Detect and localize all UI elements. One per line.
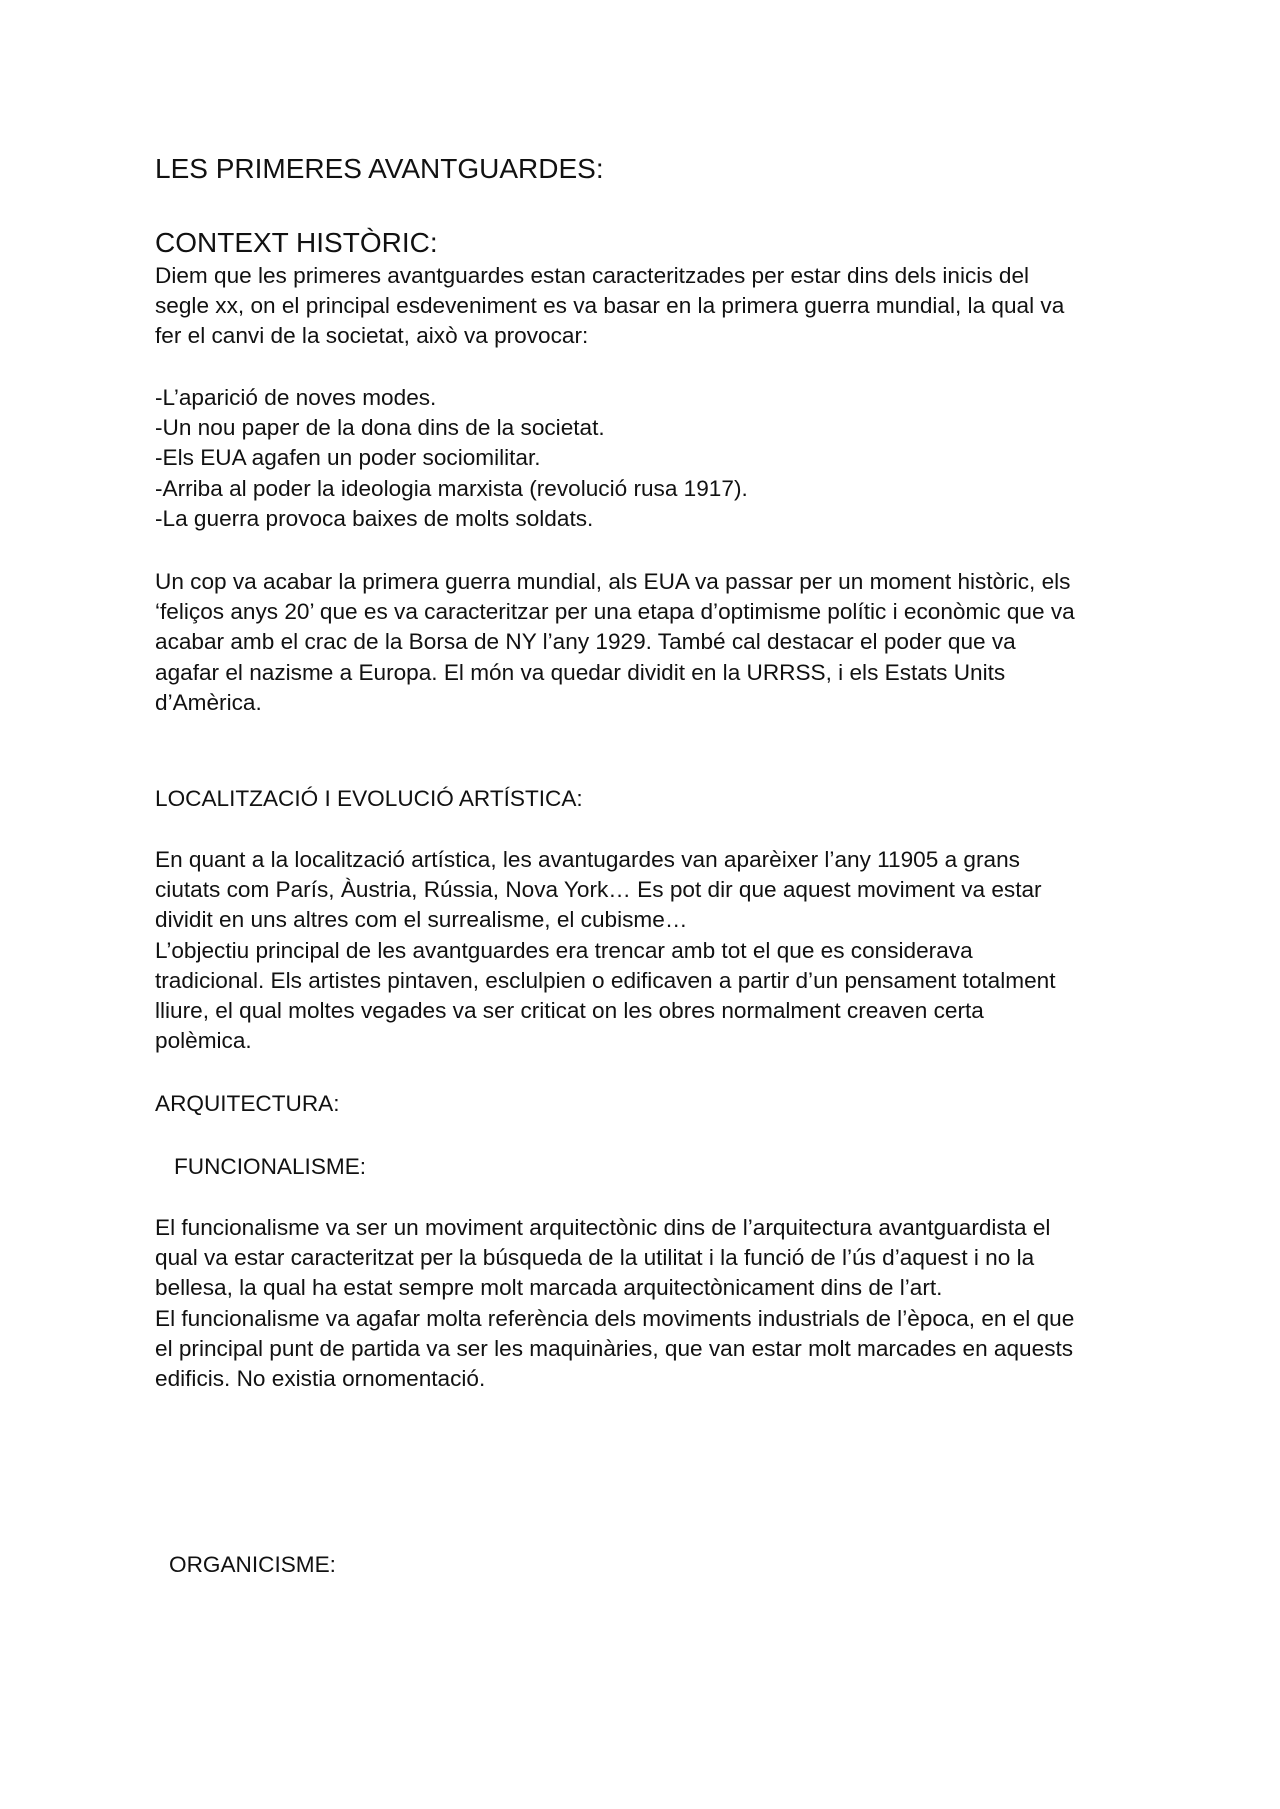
text-line: agafar el nazisme a Europa. El món va quedar dividit en la URRSS, i els Estats Units (155, 659, 1006, 685)
text-line: el principal punt de partida va ser les maquinàries, que van estar molt marcades en aquests (155, 1335, 1074, 1361)
funcionalisme-paragraph (155, 1213, 1130, 1394)
text-line: lliure, el qual moltes vegades va ser criticat on les obres normalment creaven certa (155, 998, 984, 1024)
context-heading: CONTEXT HISTÒRIC: (155, 227, 438, 258)
text-line: ‘feliços anys 20’ que es va caracteritzar per una etapa d’optimisme polític i econòmic que va (155, 599, 1075, 625)
text-line: segle xx, on el principal esdeveniment es va basar en la primera guerra mundial, la qual va (155, 293, 1065, 319)
list-item: -La guerra provoca baixes de molts soldats. (155, 505, 594, 531)
text-line: edificis. No existia ornomentació. (155, 1366, 486, 1392)
text-line: polèmica. (155, 1028, 252, 1054)
funcionalisme-heading: FUNCIONALISME: (174, 1154, 367, 1179)
document-title: LES PRIMERES AVANTGUARDES: (155, 153, 604, 184)
text-line: En quant a la localització artística, les avantugardes van aparèixer l’any 11905 a grans (155, 847, 1020, 872)
text-line: acabar amb el crac de la Borsa de NY l’any 1929. També cal destacar el poder que va (155, 629, 1016, 655)
list-item: -Els EUA agafen un poder sociomilitar. (155, 445, 541, 471)
text-line: ciutats com París, Àustria, Rússia, Nova York… Es pot dir que aquest moviment va estar (155, 877, 1042, 903)
context-after-paragraph (155, 567, 1130, 718)
text-line: El funcionalisme va ser un moviment arquitectònic dins de l’arquitectura avantguardista el (155, 1215, 1051, 1240)
context-intro-paragraph (155, 261, 1130, 352)
text-line: Diem que les primeres avantguardes estan caracteritzades per estar dins dels inicis del (155, 263, 1030, 288)
localitzacio-heading: LOCALITZACIÓ I EVOLUCIÓ ARTÍSTICA: (155, 786, 583, 811)
text-line: Un cop va acabar la primera guerra mundial, als EUA va passar per un moment històric, els (155, 569, 1071, 594)
localitzacio-paragraph (155, 845, 1130, 1056)
text-line: bellesa, la qual ha estat sempre molt marcada arquitectònicament dins de l’art. (155, 1275, 943, 1301)
context-bullet-list (155, 383, 1130, 534)
list-item: -Arriba al poder la ideologia marxista (revolució rusa 1917). (155, 475, 748, 501)
text-line: tradicional. Els artistes pintaven, esclulpien o edificaven a partir d’un pensament totalment (155, 967, 1056, 993)
text-line: qual va estar caracteritzat per la búsqueda de la utilitat i la funció de l’ús d’aquest i no la (155, 1245, 1035, 1271)
text-line: El funcionalisme va agafar molta referència dels moviments industrials de l’època, en el que (155, 1305, 1075, 1331)
list-item: -L’aparició de noves modes. (155, 385, 437, 410)
arquitectura-heading: ARQUITECTURA: (155, 1091, 340, 1116)
text-line: dividit en uns altres com el surrealisme, el cubisme… (155, 907, 688, 933)
organicisme-heading: ORGANICISME: (169, 1552, 336, 1577)
text-line: fer el canvi de la societat, això va provocar: (155, 323, 589, 349)
text-line: L’objectiu principal de les avantguardes era trencar amb tot el que es considerava (155, 937, 973, 963)
list-item: -Un nou paper de la dona dins de la societat. (155, 415, 605, 441)
text-line: d’Amèrica. (155, 689, 262, 715)
